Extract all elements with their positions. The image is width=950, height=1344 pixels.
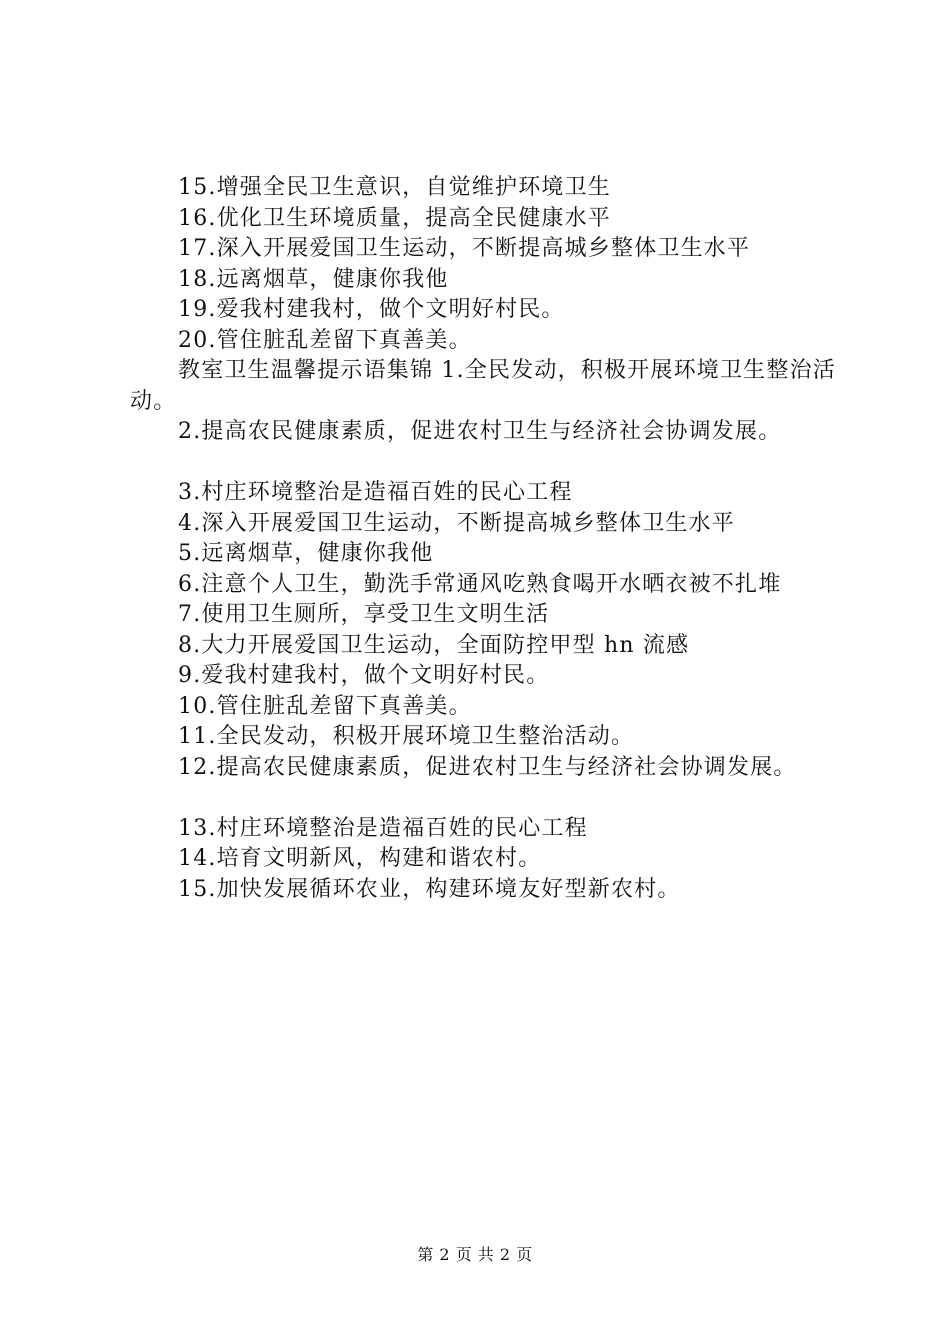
blank-line: [130, 783, 850, 814]
list-item: 9.爱我村建我村，做个文明好村民。: [178, 663, 550, 688]
list-item: 4.深入开展爱国卫生运动，不断提高城乡整体卫生水平: [178, 510, 735, 536]
list-item-wrapped: 6.注意个人卫生，勤洗手常通风吃熟食喝开水晒衣被不扎堆: [178, 571, 782, 597]
document-body: [130, 173, 850, 905]
list-item: 2.提高农民健康素质，促进农村卫生与经济社会协调发展。: [178, 419, 782, 444]
list-item: 16.优化卫生环境质量，提高全民健康水平: [178, 205, 611, 231]
list-item: 10.管住脏乱差留下真善美。: [178, 693, 472, 719]
list-item: 11.全民发动，积极开展环境卫生整治活动。: [178, 724, 635, 749]
list-item: 18.远离烟草，健康你我他: [178, 266, 449, 292]
blank-line: [130, 448, 850, 479]
list-item: 14.培育文明新风，构建和谐农村。: [178, 846, 542, 871]
list-item: 15.增强全民卫生意识，自觉维护环境卫生: [178, 175, 611, 200]
list-item: 5.远离烟草，健康你我他: [178, 541, 434, 566]
page-footer: 第 2 页 共 2 页: [417, 1245, 533, 1264]
list-item: 20.管住脏乱差留下真善美。: [178, 327, 472, 353]
list-item: 12.提高农民健康素质，促进农村卫生与经济社会协调发展。: [178, 754, 797, 780]
heading-paragraph: 教室卫生温馨提示语集锦 1.全民发动，积极开展环境卫生整治活动。: [130, 358, 836, 414]
list-item: 15.加快发展循环农业，构建环境友好型新农村。: [178, 876, 681, 902]
list-item: 17.深入开展爱国卫生运动，不断提高城乡整体卫生水平: [178, 236, 751, 261]
list-item: 13.村庄环境整治是造福百姓的民心工程: [178, 815, 588, 841]
list-item: 8.大力开展爱国卫生运动，全面防控甲型 hn 流感: [178, 632, 690, 658]
list-item: 3.村庄环境整治是造福百姓的民心工程: [178, 480, 573, 505]
list-item: 19.爱我村建我村，做个文明好村民。: [178, 297, 565, 322]
list-item: 7.使用卫生厕所，享受卫生文明生活: [178, 602, 550, 627]
